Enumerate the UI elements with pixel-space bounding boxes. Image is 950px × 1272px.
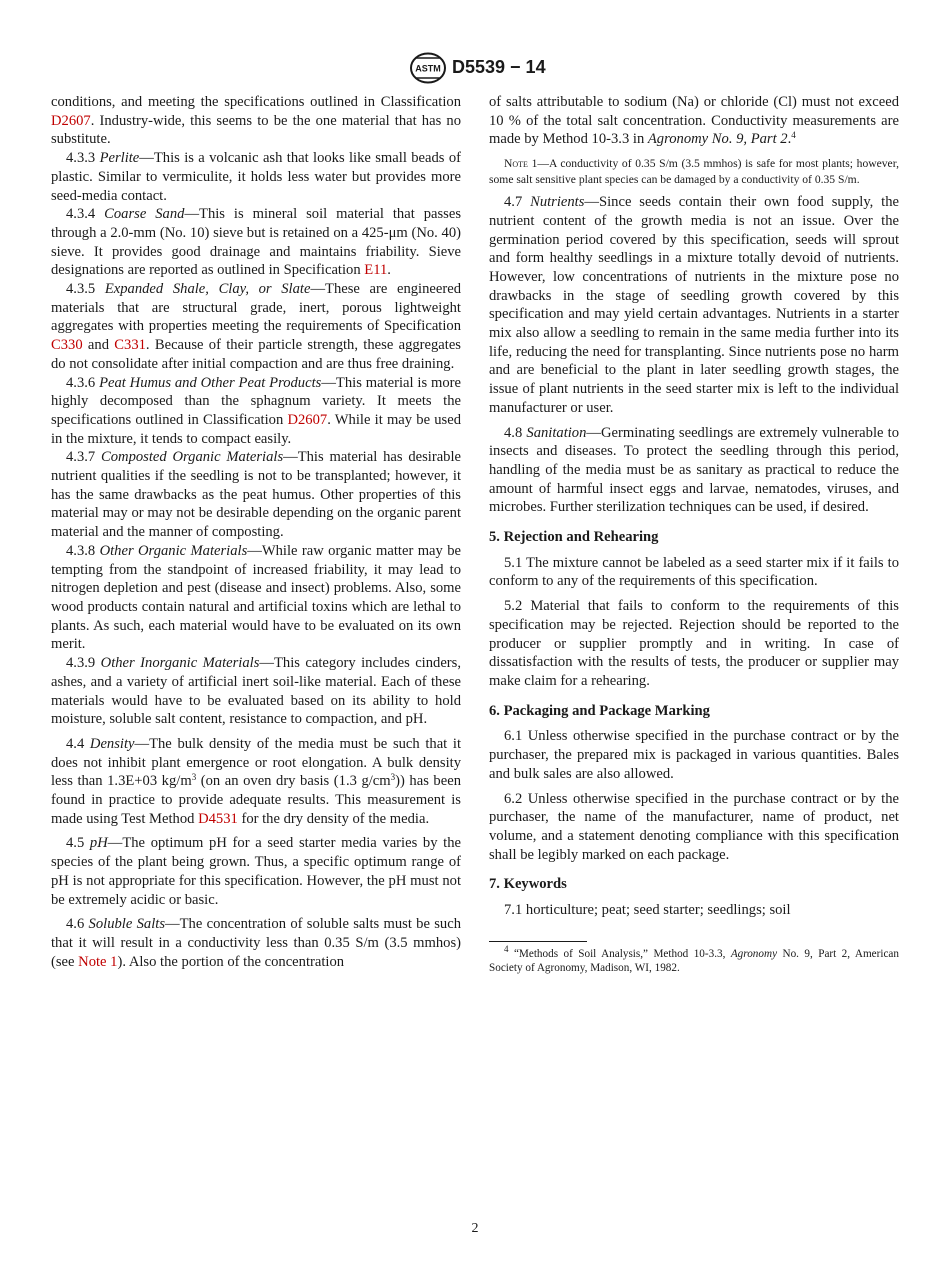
paragraph-4-3-9: 4.3.9 Other Inorganic Materials—This category includes cinders, ashes, and a variety of artificial inert soil-like material. Each of these materials would have to be evaluated based on its ability to hold moisture, soluble salt content, resistance to compaction, and pH. <box>51 655 461 728</box>
paragraph-4-8: 4.8 Sanitation—Germinating seedlings are extremely vulnerable to insects and diseases. To protect the seedling through this period, handling of the media must be as sanitary as practical to reduce the amount of harmful insect eggs and larvae, nematodes, viruses, and microbes. Further sterilization techniques can be used, if desired. <box>489 424 899 516</box>
reference-link-e11[interactable]: E11 <box>364 262 388 279</box>
paragraph-5-1: 5.1 The mixture cannot be labeled as a seed starter mix if it fails to conform to any of the requirements of this specification. <box>489 554 899 590</box>
svg-text:ASTM: ASTM <box>415 63 441 74</box>
paragraph-6-1: 6.1 Unless otherwise specified in the purchase contract or by the purchaser, the prepared mix is packaged in various quantities. Bales and bulk sales are also allowed. <box>489 728 899 782</box>
footnote-divider <box>489 941 587 942</box>
reference-link-d2607[interactable]: D2607 <box>287 411 328 428</box>
section-heading-7: 7. Keywords <box>489 876 567 893</box>
paragraph-4-3-4: 4.3.4 Coarse Sand—This is mineral soil material that passes through a 2.0-mm (No. 10) sieve but is retained on a 425-μm (No. 40) sieve. It provides good drainage and maintains friability. Sieve designations are reported as outlined in Specification E11. <box>51 206 461 279</box>
paragraph-6-2: 6.2 Unless otherwise specified in the purchase contract or by the purchaser, the name of the manufacturer, name of product, net volume, and a statement denoting compliance with this specification shall be legibly marked on each package. <box>489 790 899 863</box>
paragraph-4-6: 4.6 Soluble Salts—The concentration of soluble salts must be such that it will result in a conductivity less than 0.35 S/m (3.5 mmhos) (see Note 1). Also the portion of the concentration <box>51 916 462 970</box>
footnote-4: $^4$ “Methods of Soil Analysis,” Method 10-3.3, Agronomy No. 9, Part 2, American Society of Agronomy, Madison, WI, 1982. <box>489 943 899 975</box>
paragraph-4-4: 4.4 Density—The bulk density of the media must be such that it does not inhibit plant emergence or root elongation. A bulk density less than 1.3E+03 $kg/m^3$ (on an oven dry basis (1.3 $g/cm^3$)) has been found in practice to provide adequate results. This measurement is made using Test Method D4531 for the dry density of the media. <box>51 735 461 827</box>
right-column <box>489 93 899 976</box>
paragraph-4-3-8: 4.3.8 Other Organic Materials—While raw organic matter may be tempting from the standpoint of increased friability, it may lead to nitrogen depletion and pest (disease and insect) problems. Also, some wood products contain natural and artificial toxins which are lethal to plants. As such, each material would have to be evaluated on its own merit. <box>51 542 461 653</box>
note-1: Note 1—A conductivity of 0.35 S/m (3.5 mmhos) is safe for most plants; however, some salt sensitive plant species can be damaged by a conductivity of 0.35 S/m. <box>489 157 899 186</box>
paragraph-4-6-continued: of salts attributable to sodium (Na) or chloride (Cl) must not exceed 10 % of the total salt concentration. Conductivity measurements are made by Method 10-3.3 in Agronomy No. 9, Part 2.$^4$ <box>489 94 899 148</box>
astm-logo-icon <box>409 52 447 84</box>
reference-link-note-1[interactable]: Note 1 <box>78 953 118 970</box>
paragraph-4-3-7: 4.3.7 Composted Organic Materials—This material has desirable nutrient qualities if the seedling is not to be transplanted; however, it has the same drawbacks as the peat humus. Other properties of this material may or may not be desirable depending on the organic parent material and the manner of composting. <box>51 449 461 541</box>
page-header <box>0 52 950 86</box>
page-number: 2 <box>471 1221 479 1236</box>
reference-link-d4531[interactable]: D4531 <box>198 810 238 827</box>
paragraph-5-2: 5.2 Material that fails to conform to the requirements of this specification may be rejected. Rejection should be reported to the producer or supplier promptly and in writing. In case of dissatisfaction with the results of tests, the producer or supplier may make claim for a rehearing. <box>489 598 899 689</box>
paragraph-4-5: 4.5 pH—The optimum pH for a seed starter media varies by the species of the plant being grown. Thus, a specific optimum range of pH is not appropriate for this specification. However, the pH must not be extremely acidic or basic. <box>51 835 461 908</box>
reference-link-d2607[interactable]: D2607 <box>51 112 91 129</box>
section-heading-6: 6. Packaging and Package Marking <box>489 702 710 719</box>
document-designation: D5539 − 14 <box>452 57 546 77</box>
reference-link-c331[interactable]: C331 <box>114 337 146 354</box>
paragraph-4-3-5: 4.3.5 Expanded Shale, Clay, or Slate—These are engineered materials that are structural grade, inert, porous lightweight aggregates with properties meeting the requirements of Specification C330 and C331. Because of their particle strength, these aggregates do not consolidate after initial compaction and are thus free draining. <box>51 281 461 372</box>
left-column <box>51 93 461 971</box>
paragraph-4-3-3: 4.3.3 Perlite—This is a volcanic ash that looks like small beads of plastic. Similar to vermiculite, it holds less water but provides more seed-media contact. <box>51 150 461 204</box>
section-heading-5: 5. Rejection and Rehearing <box>489 529 659 546</box>
paragraph-4-3-2-continued: conditions, and meeting the specifications outlined in Classification D2607. Industry-wide, this seems to be the one material that has no substitute. <box>51 94 461 148</box>
paragraph-4-7: 4.7 Nutrients—Since seeds contain their own food supply, the nutrient content of the growth media is not an issue. Over the germination period covered by this specification, seeds will sprout and form healthy seedlings in a mixture totally devoid of nutrients. However, low concentrations of nutrients in the mixture pose no drawbacks in the stage of seedling growth covered by this specification and may yield certain advantages. Nutrients in a starter mix also allow a seedling to remain in the same media further into its life, reducing the need for transplanting. Since nutrients pose no harm and are beneficial to the plant in later seedling growth stages, the issue of plant nutrients in the seed starter mix is left to the individual manufacturer or user. <box>489 194 900 416</box>
reference-link-c330[interactable]: C330 <box>51 337 83 354</box>
paragraph-4-3-6: 4.3.6 Peat Humus and Other Peat Products—This material is more highly decomposed than the sphagnum variety. It meets the specifications outlined in Classification D2607. While it may be used in the mixture, it tends to compact easily. <box>51 374 461 447</box>
paragraph-7-1: 7.1 horticulture; peat; seed starter; seedlings; soil <box>504 902 791 919</box>
